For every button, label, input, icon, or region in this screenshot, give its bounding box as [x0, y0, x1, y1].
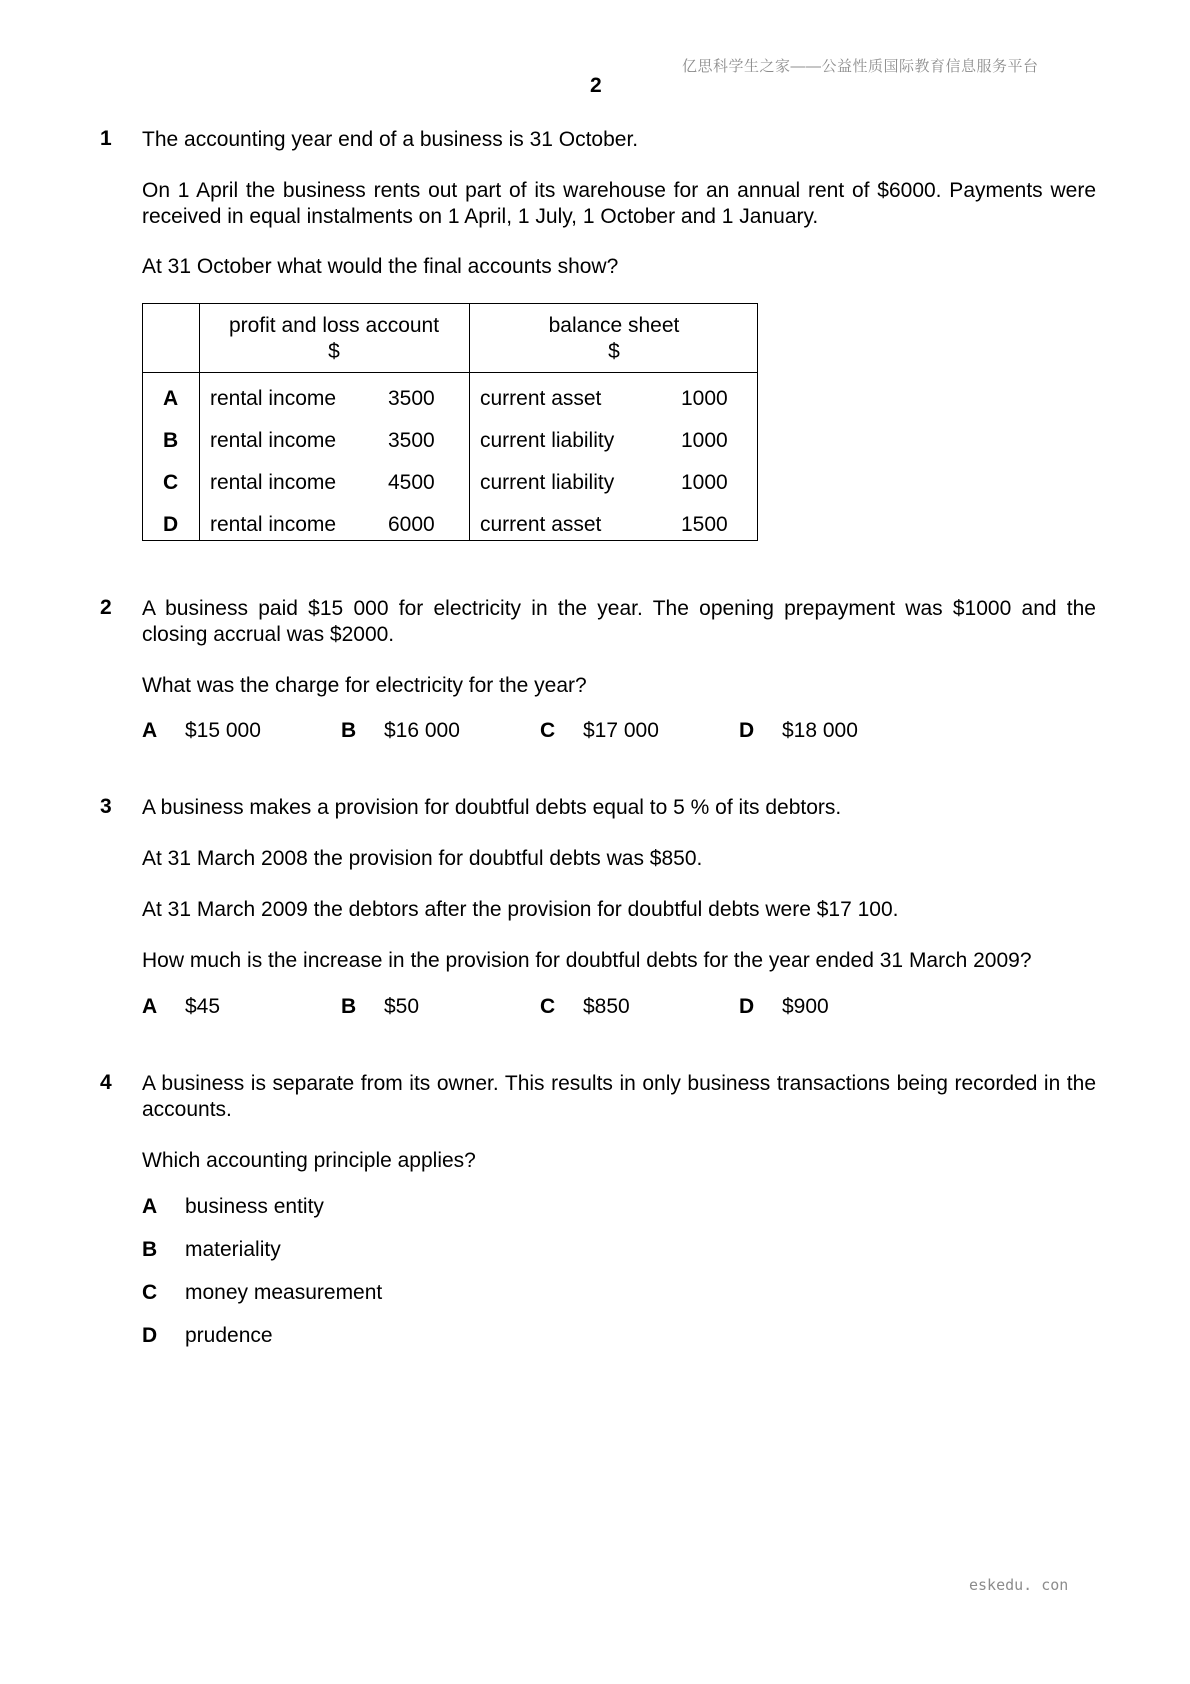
pl-value: 3500: [388, 429, 435, 452]
option-c[interactable]: [540, 995, 630, 1019]
option-c[interactable]: [540, 719, 659, 743]
question-3-line-3: At 31 March 2009 the debtors after the provision for doubtful debts were $17 100.: [142, 898, 899, 921]
option-a[interactable]: [142, 995, 220, 1019]
profit-loss-header-label: profit and loss account: [228, 314, 440, 337]
option-letter: C: [540, 995, 556, 1018]
question-1-body: On 1 April the business rents out part of its warehouse for an annual rent of $6000. Payments were received in equal instalments on 1 April, 1 July, 1 October and 1 January.: [142, 179, 1096, 228]
header-watermark: 亿思科学生之家——公益性质国际教育信息服务平台: [682, 58, 1039, 75]
bs-item: current asset: [480, 513, 602, 536]
option-d[interactable]: [739, 995, 829, 1019]
question-3-options: [142, 995, 942, 1021]
option-text: prudence: [185, 1324, 273, 1347]
profit-loss-unit: $: [328, 340, 340, 363]
option-a[interactable]: [142, 1195, 324, 1219]
row-letter: D: [163, 513, 179, 536]
question-3-prompt: How much is the increase in the provision for doubtful debts for the year ended 31 March 2009?: [142, 949, 1032, 972]
question-2-number: 2: [100, 596, 112, 619]
pl-item: rental income: [210, 471, 337, 494]
table-row: [143, 513, 757, 539]
bs-item: current asset: [480, 387, 602, 410]
question-2-options: [142, 719, 942, 745]
question-2-prompt: What was the charge for electricity for the year?: [142, 674, 587, 697]
option-d[interactable]: [739, 719, 858, 743]
option-letter: A: [142, 719, 158, 742]
row-letter: A: [163, 387, 179, 410]
question-1-prompt: At 31 October what would the final accounts show?: [142, 255, 619, 278]
question-4-prompt: Which accounting principle applies?: [142, 1149, 476, 1172]
question-1-intro: The accounting year end of a business is 31 October.: [142, 128, 639, 151]
bs-value: 1000: [681, 471, 728, 494]
pl-item: rental income: [210, 429, 337, 452]
option-text: $50: [384, 995, 420, 1018]
balance-sheet-header-label: balance sheet: [548, 314, 680, 337]
option-text: $900: [782, 995, 829, 1018]
option-text: $17 000: [583, 719, 659, 742]
footer-watermark: eskedu. con: [969, 1576, 1069, 1594]
option-b[interactable]: [341, 995, 419, 1019]
question-1-table: [142, 303, 758, 541]
option-d[interactable]: [142, 1324, 273, 1348]
pl-value: 6000: [388, 513, 435, 536]
bs-item: current liability: [480, 471, 615, 494]
option-letter: D: [739, 995, 755, 1018]
bs-value: 1000: [681, 387, 728, 410]
option-letter: A: [142, 1195, 158, 1218]
table-row: [143, 471, 757, 497]
question-3-number: 3: [100, 795, 112, 818]
option-letter: B: [341, 719, 357, 742]
row-letter: B: [163, 429, 179, 452]
question-4-body: A business is separate from its owner. This results in only business transactions being recorded in the accounts.: [142, 1072, 1096, 1121]
bs-item: current liability: [480, 429, 615, 452]
question-2-body: A business paid $15 000 for electricity in the year. The opening prepayment was $1000 and the closing accrual was $2000.: [142, 597, 1096, 646]
option-text: $16 000: [384, 719, 460, 742]
pl-value: 4500: [388, 471, 435, 494]
option-letter: C: [540, 719, 556, 742]
option-text: $15 000: [185, 719, 261, 742]
row-letter: C: [163, 471, 179, 494]
option-text: business entity: [185, 1195, 324, 1218]
option-a[interactable]: [142, 719, 261, 743]
bs-value: 1500: [681, 513, 728, 536]
question-4-number: 4: [100, 1071, 112, 1094]
option-letter: C: [142, 1281, 158, 1304]
option-text: money measurement: [185, 1281, 383, 1304]
pl-value: 3500: [388, 387, 435, 410]
question-3-line-2: At 31 March 2008 the provision for doubtful debts was $850.: [142, 847, 703, 870]
option-text: $45: [185, 995, 221, 1018]
option-text: materiality: [185, 1238, 281, 1261]
option-letter: A: [142, 995, 158, 1018]
option-b[interactable]: [142, 1238, 281, 1262]
option-letter: D: [142, 1324, 158, 1347]
option-letter: D: [739, 719, 755, 742]
option-text: $850: [583, 995, 630, 1018]
table-header-balance-sheet: [469, 313, 759, 365]
option-letter: B: [341, 995, 357, 1018]
question-1-number: 1: [100, 127, 112, 150]
bs-value: 1000: [681, 429, 728, 452]
option-b[interactable]: [341, 719, 460, 743]
table-row: [143, 429, 757, 455]
pl-item: rental income: [210, 387, 337, 410]
balance-sheet-unit: $: [608, 340, 620, 363]
question-3-line-1: A business makes a provision for doubtful debts equal to 5 % of its debtors.: [142, 796, 842, 819]
table-row: [143, 387, 757, 413]
pl-item: rental income: [210, 513, 337, 536]
option-c[interactable]: [142, 1281, 382, 1305]
option-text: $18 000: [782, 719, 858, 742]
option-letter: B: [142, 1238, 158, 1261]
page-number: 2: [590, 74, 602, 97]
table-header-profit-loss: [199, 313, 469, 365]
